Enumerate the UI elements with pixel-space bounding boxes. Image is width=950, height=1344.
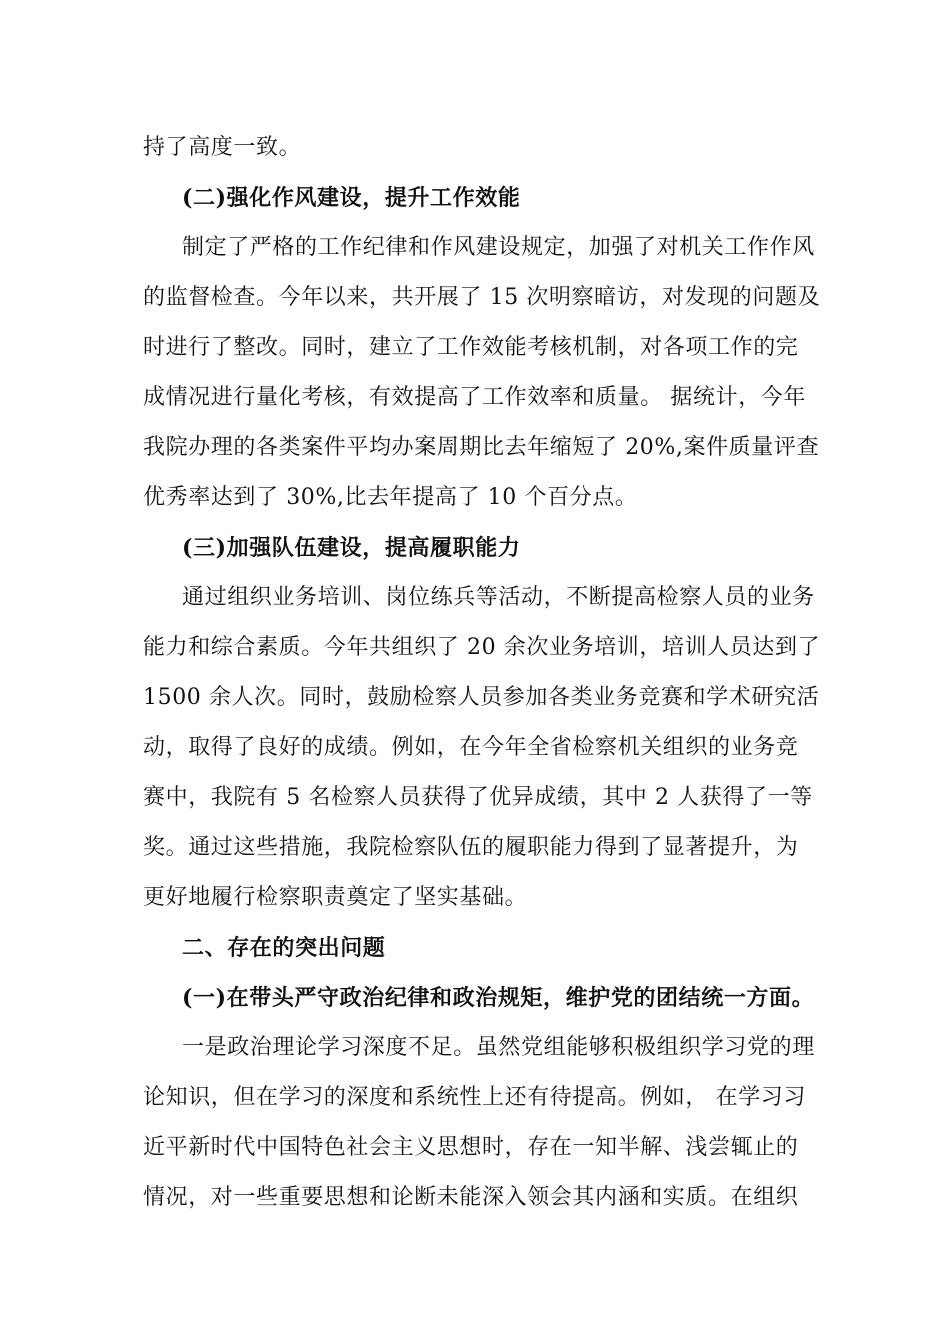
paragraph-line: 持了高度一致。 <box>143 135 302 160</box>
section-heading: (二)强化作风建设，提升工作效能 <box>182 185 521 211</box>
paragraph-line: 一是政治理论学习深度不足。虽然党组能够积极组织学习党的理 <box>182 1035 815 1060</box>
section-heading: (一)在带头严守政治纪律和政治规矩，维护党的团结统一方面。 <box>182 985 815 1011</box>
paragraph-line: 奖。通过这些措施，我院检察队伍的履职能力得到了显著提升，为 <box>143 835 799 860</box>
section-heading: (三)加强队伍建设，提高履职能力 <box>182 535 521 561</box>
paragraph-line: 的监督检查。今年以来，共开展了 15 次明察暗访，对发现的问题及 <box>143 285 821 310</box>
paragraph-line: 近平新时代中国特色社会主义思想时，存在一知半解、浅尝辄止的 <box>143 1135 799 1160</box>
paragraph-line: 能力和综合素质。今年共组织了 20 余次业务培训，培训人员达到了 <box>143 635 821 660</box>
paragraph-line: 1500 余人次。同时，鼓励检察人员参加各类业务竞赛和学术研究活 <box>143 685 820 710</box>
paragraph-line: 优秀率达到了 30%,比去年提高了 10 个百分点。 <box>143 485 638 510</box>
chapter-heading: 二、存在的突出问题 <box>182 935 386 961</box>
paragraph-line: 论知识，但在学习的深度和系统性上还有待提高。例如， 在学习习 <box>143 1085 806 1110</box>
paragraph-line: 成情况进行量化考核，有效提高了工作效率和质量。 据统计，今年 <box>143 385 806 410</box>
paragraph-line: 动，取得了良好的成绩。例如，在今年全省检察机关组织的业务竞 <box>143 735 799 760</box>
paragraph-line: 赛中，我院有 5 名检察人员获得了优异成绩，其中 2 人获得了一等 <box>143 785 813 810</box>
paragraph-line: 时进行了整改。同时，建立了工作效能考核机制，对各项工作的完 <box>143 335 799 360</box>
paragraph-line: 通过组织业务培训、岗位练兵等活动，不断提高检察人员的业务 <box>182 585 815 610</box>
paragraph-line: 更好地履行检察职责奠定了坚实基础。 <box>143 885 528 910</box>
paragraph-line: 情况，对一些重要思想和论断未能深入领会其内涵和实质。在组织 <box>143 1185 799 1210</box>
paragraph-line: 制定了严格的工作纪律和作风建设规定，加强了对机关工作作风 <box>182 235 815 260</box>
paragraph-line: 我院办理的各类案件平均办案周期比去年缩短了 20%,案件质量评查 <box>143 435 820 460</box>
